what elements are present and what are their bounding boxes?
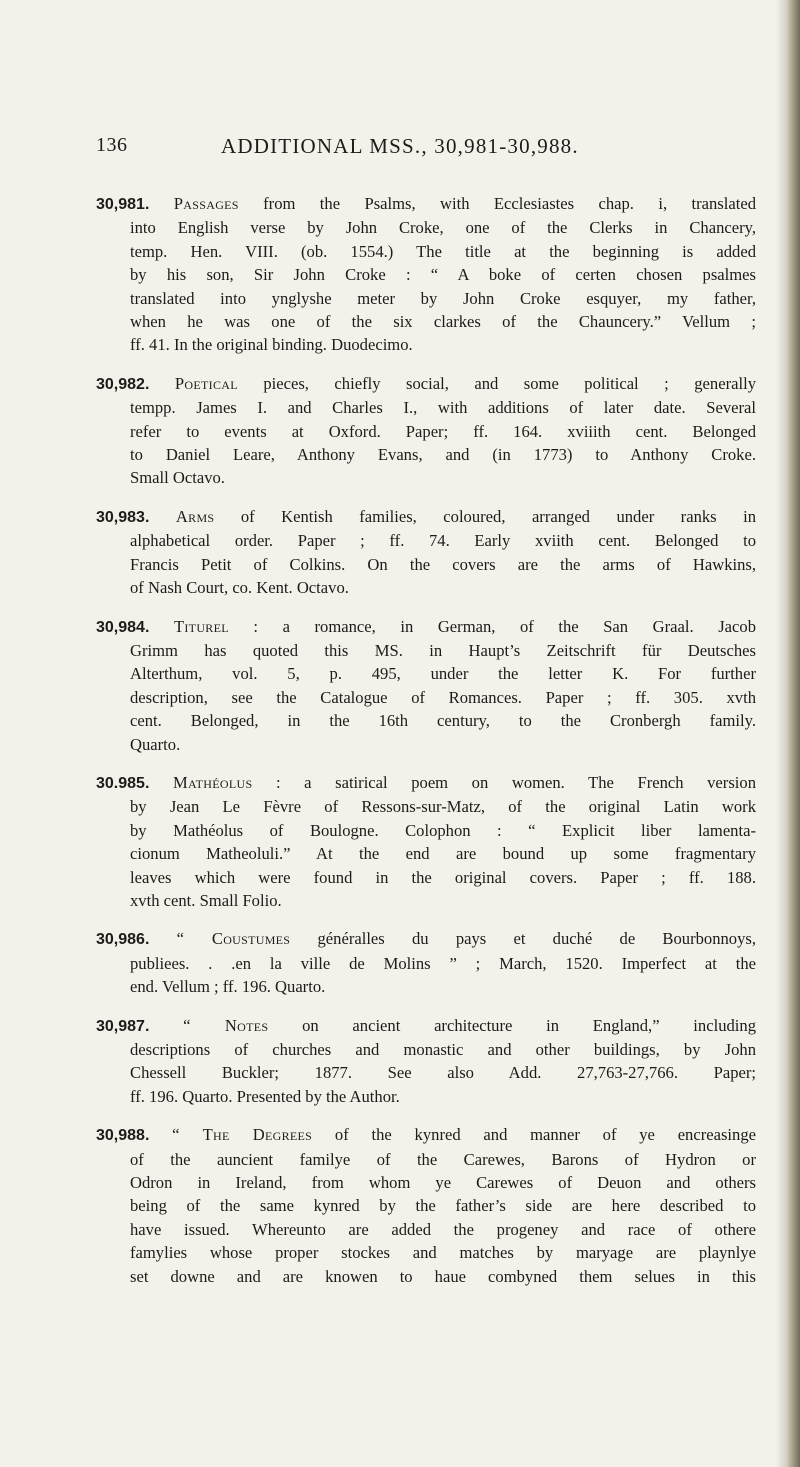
page-header — [96, 134, 696, 164]
entry-line: Alterthum, vol. 5, p. 495, under the letter K. For further — [130, 664, 756, 684]
entry-line: to Daniel Leare, Anthony Evans, and (in 1773) to Anthony Croke. — [130, 445, 756, 465]
entry-line: xvth cent. Small Folio. — [130, 890, 282, 910]
catalogue-entry — [96, 771, 756, 912]
entry-line: by his son, Sir John Croke : “ A boke of certen chosen psalmes — [130, 265, 756, 285]
entry-lead: Arms — [175, 506, 215, 526]
catalogue-entry — [96, 1123, 756, 1288]
entry-lead: Titurel — [173, 616, 229, 636]
entry-line: end. Vellum ; ff. 196. Quarto. — [130, 977, 326, 997]
entry-number: 30,983. — [96, 508, 150, 526]
entry-line: when he was one of the six clarkes of the Chauncery.” Vellum ; — [130, 312, 756, 332]
entry-line: Quarto. — [130, 734, 181, 754]
catalogue-entry — [96, 927, 756, 998]
entry-line: by Jean Le Fèvre of Ressons-sur-Matz, of the original Latin work — [130, 797, 756, 817]
entry-line: Grimm has quoted this MS. in Haupt’s Zeitschrift für Deutsches — [130, 640, 756, 660]
entry-lead: “ Coustumes — [176, 929, 291, 949]
entry-line: cionum Matheoluli.” At the end are bound up some fragmentary — [130, 844, 756, 864]
page-edge — [786, 0, 800, 1467]
entry-number: 30,982. — [96, 375, 150, 393]
entry-line: tempp. James I. and Charles I., with additions of later date. Several — [130, 398, 756, 418]
entry-line: 30.985. Mathéolus : a satirical poem on women. The French version — [96, 772, 756, 792]
entry-line: leaves which were found in the original covers. Paper ; ff. 188. — [130, 867, 756, 887]
entry-line: being of the same kynred by the father’s side are here described to — [130, 1196, 756, 1216]
entry-line: 30,982. Poetical pieces, chiefly social, and some political ; generally — [96, 373, 756, 393]
entry-line: publiees. . .en la ville de Molins ” ; March, 1520. Imperfect at the — [130, 953, 756, 973]
entry-line: Chessell Buckler; 1877. See also Add. 27,763-27,766. Paper; — [130, 1063, 756, 1083]
entry-line: of Nash Court, co. Kent. Octavo. — [130, 578, 349, 598]
entry-line: into English verse by John Croke, one of the Clerks in Chancery, — [130, 218, 756, 238]
entry-number: 30,981. — [96, 196, 150, 213]
entry-line: ff. 41. In the original binding. Duodecimo. — [130, 335, 413, 355]
page-number: 136 — [96, 134, 128, 156]
entry-line: 30,988. “ The Degrees of the kynred and manner of ye encreasinge — [96, 1125, 757, 1145]
entry-lead: Passages — [173, 194, 239, 213]
entry-line: translated into ynglyshe meter by John Croke esquyer, my father, — [130, 288, 756, 308]
entry-line: alphabetical order. Paper ; ff. 74. Early xviith cent. Belonged to — [130, 531, 756, 551]
entry-line: ff. 196. Quarto. Presented by the Author. — [130, 1086, 400, 1106]
entry-line: 30,983. Arms of Kentish families, coloured, arranged under ranks in — [96, 506, 756, 526]
catalogue-entry — [96, 1014, 756, 1109]
catalogue-entry — [96, 372, 756, 490]
entry-line: famylies whose proper stockes and matches by maryage are playnlye — [130, 1243, 756, 1263]
entry-number: 30,988. — [96, 1127, 150, 1145]
entry-line: Small Octavo. — [130, 468, 225, 488]
entry-number: 30.985. — [96, 774, 150, 792]
running-title: ADDITIONAL MSS., 30,981-30,988. — [221, 134, 579, 158]
entry-lead: Mathéolus — [172, 772, 253, 792]
entry-line: have issued. Whereunto are added the progeney and race of othere — [130, 1219, 756, 1239]
entry-lead: “ The Degrees — [172, 1125, 313, 1145]
entry-number: 30,986. — [96, 931, 150, 949]
catalogue-entry — [96, 192, 756, 357]
entry-lead: Poetical — [174, 373, 238, 393]
entry-lead: “ Notes — [183, 1015, 269, 1035]
entry-line: descriptions of churches and monastic and other buildings, by John — [130, 1040, 756, 1059]
catalogue-entries — [96, 192, 756, 1303]
entry-line: refer to events at Oxford. Paper; ff. 164. xviiith cent. Belonged — [130, 421, 756, 441]
catalogue-entry — [96, 505, 756, 600]
entry-line: 30,981. Passages from the Psalms, with Ecclesiastes chap. i, translated — [96, 194, 756, 213]
entry-line: of the auncient familye of the Carewes, Barons of Hydron or — [130, 1149, 756, 1169]
page-edge-shadow — [776, 0, 786, 1467]
entry-line: 30,984. Titurel : a romance, in German, of the San Graal. Jacob — [96, 616, 756, 636]
entry-line: by Mathéolus of Boulogne. Colophon : “ Explicit liber lamenta- — [130, 820, 756, 840]
entry-number: 30,987. — [96, 1017, 150, 1035]
entry-line: set downe and are knowen to haue combyned them selues in this — [130, 1266, 756, 1286]
entry-line: cent. Belonged, in the 16th century, to the Cronbergh family. — [130, 711, 756, 731]
entry-line: Francis Petit of Colkins. On the covers are the arms of Hawkins, — [130, 554, 756, 574]
entry-line: Odron in Ireland, from whom ye Carewes of Deuon and others — [130, 1173, 756, 1193]
entry-line: description, see the Catalogue of Romances. Paper ; ff. 305. xvth — [130, 687, 756, 707]
entry-line: temp. Hen. VIII. (ob. 1554.) The title at the beginning is added — [130, 241, 756, 261]
entry-line: 30,986. “ Coustumes généralles du pays et duché de Bourbonnoys, — [96, 929, 756, 949]
catalogue-entry — [96, 615, 756, 756]
entry-number: 30,984. — [96, 618, 150, 636]
entry-line: 30,987. “ Notes on ancient architecture in England,” including — [96, 1015, 756, 1035]
